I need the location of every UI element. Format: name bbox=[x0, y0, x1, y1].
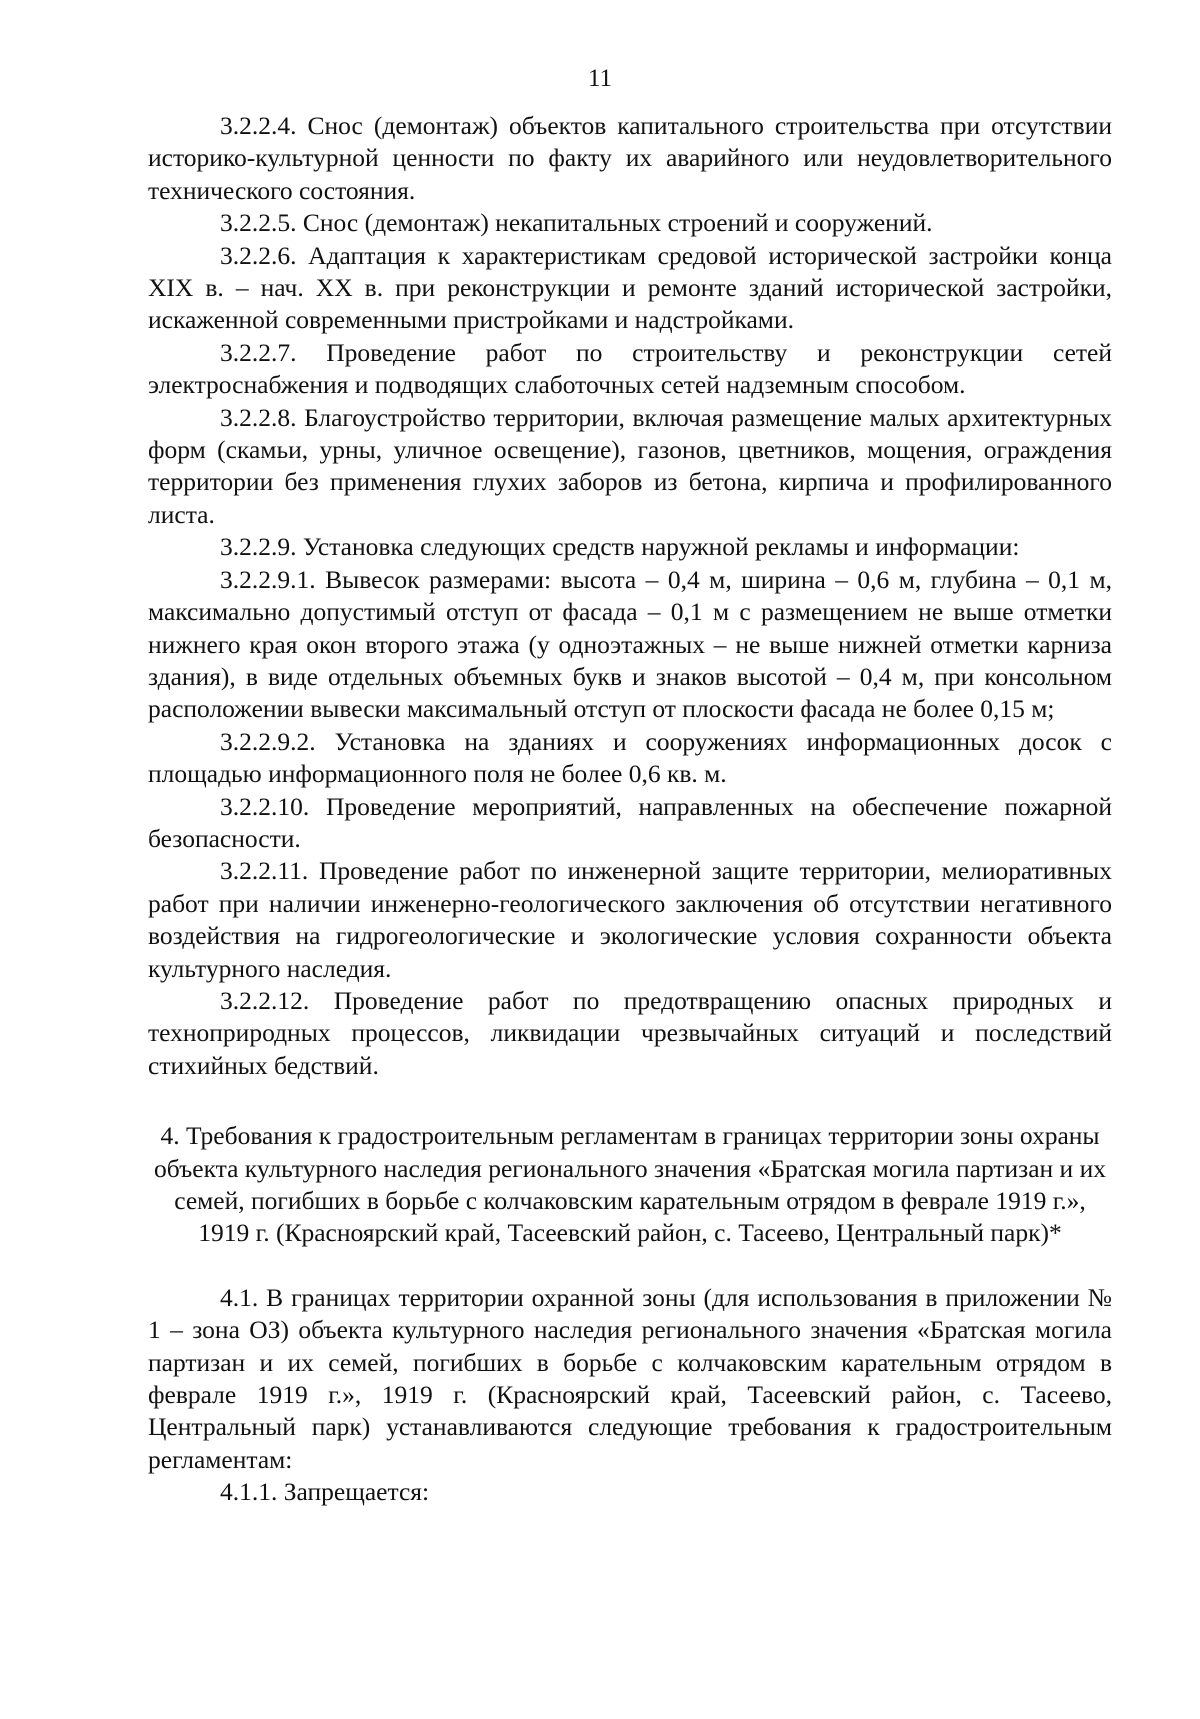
paragraph-number: 3.2.2.9.1. bbox=[220, 564, 316, 594]
paragraph-text: В границах территории охранной зоны (для использования в приложении № 1 – зона ОЗ) объекта культурного наследия регионального значения «Братская могила партизан и их семей, погибших в борьбе с колчаковским карательным отрядом в феврале 1919 г.», 1919 г. (Красноярский край, Тасеевский район, с. Тасеево, Центральный парк) устанавливаются следующие требования к градостроительным регламентам: bbox=[148, 1282, 1113, 1474]
paragraph-number: 4.1.1. bbox=[220, 1477, 278, 1507]
paragraph-3-2-2-9 bbox=[148, 531, 1112, 563]
page-number: 11 bbox=[587, 65, 613, 92]
paragraph-text: Проведение работ по строительству и реконструкции сетей электроснабжения и подводящих слаботочных сетей надземным способом. bbox=[148, 337, 1113, 400]
paragraph-number: 3.2.2.4. bbox=[220, 111, 297, 140]
paragraph-text: Вывесок размерами: высота – 0,4 м, ширина – 0,6 м, глубина – 0,1 м, максимально допустимый отступ от фасада – 0,1 м с размещением не выше отметки нижнего края окон второго этажа (у одноэтажных – не выше нижней отметки карниза здания), в виде отдельных объемных букв и знаков высотой – 0,4 м, при консольном расположении вывески максимальный отступ от плоскости фасада не более 0,15 м; bbox=[148, 564, 1113, 724]
paragraph-3-2-2-9-1 bbox=[148, 564, 1112, 726]
paragraph-3-2-2-12 bbox=[148, 985, 1112, 1082]
paragraph-text: Снос (демонтаж) объектов капитального строительства при отсутствии историко-культурной ценности по факту их аварийного или неудовлетворительного технического состояния. bbox=[148, 111, 1112, 205]
paragraph-3-2-2-11 bbox=[148, 855, 1112, 985]
paragraph-4-1-1 bbox=[148, 1476, 1112, 1508]
paragraph-3-2-2-7 bbox=[148, 337, 1112, 402]
paragraph-text: Проведение работ по инженерной защите территории, мелиоративных работ при наличии инженерно-геологического заключения об отсутствии негативного воздействия на гидрогеологические и экологические условия сохранности объекта культурного наследия. bbox=[148, 856, 1113, 983]
paragraph-3-2-2-10 bbox=[148, 791, 1112, 856]
paragraph-number: 3.2.2.5. bbox=[220, 208, 297, 238]
paragraph-3-2-2-6 bbox=[148, 240, 1112, 337]
section-heading-4: 4. Требования к градостроительным регламентам в границах территории зоны охраны объекта культурного наследия регионального значения «Братская могила партизан и их семей, погибших в борьбе с колчаковским карательным отрядом в феврале 1919 г.», 1919 г. (Красноярский край, Тасеевский район, с. Тасеево, Центральный парк)* bbox=[154, 1121, 1106, 1248]
document-body bbox=[148, 110, 1112, 1509]
paragraph-number: 4.1. bbox=[220, 1282, 259, 1312]
paragraph-text: Проведение мероприятий, направленных на обеспечение пожарной безопасности. bbox=[148, 791, 1113, 853]
paragraph-4-1 bbox=[148, 1282, 1112, 1476]
paragraph-text: Установка на зданиях и сооружениях информационных досок с площадью информационного поля не более 0,6 кв. м. bbox=[148, 726, 1113, 789]
paragraph-number: 3.2.2.8. bbox=[220, 402, 297, 432]
paragraph-3-2-2-9-2 bbox=[148, 726, 1112, 791]
spacer bbox=[148, 1250, 1112, 1282]
paragraph-text: Адаптация к характеристикам средовой исторической застройки конца XIX в. – нач. XX в. при реконструкции и ремонте зданий исторической застройки, искаженной современными пристройками и надстройками. bbox=[148, 240, 1112, 335]
paragraph-number: 3.2.2.10. bbox=[220, 791, 310, 821]
paragraph-text: Установка следующих средств наружной рекламы и информации: bbox=[302, 532, 1020, 562]
paragraph-number: 3.2.2.11. bbox=[220, 856, 309, 886]
paragraph-number: 3.2.2.9. bbox=[220, 532, 297, 562]
paragraph-text: Благоустройство территории, включая размещение малых архитектурных форм (скамьи, урны, уличное освещение), газонов, цветников, мощения, ограждения территории без применения глухих заборов из бетона, кирпича и профилированного листа. bbox=[148, 402, 1112, 529]
paragraph-number: 3.2.2.9.2. bbox=[220, 726, 316, 756]
paragraph-number: 3.2.2.7. bbox=[220, 337, 297, 367]
paragraph-number: 3.2.2.12. bbox=[220, 985, 310, 1015]
paragraph-3-2-2-8 bbox=[148, 402, 1112, 532]
paragraph-3-2-2-5 bbox=[148, 207, 1112, 239]
paragraph-text: Запрещается: bbox=[283, 1477, 430, 1507]
paragraph-text: Проведение работ по предотвращению опасных природных и техноприродных процессов, ликвидации чрезвычайных ситуаций и последствий стихийных бедствий. bbox=[148, 985, 1113, 1080]
paragraph-number: 3.2.2.6. bbox=[220, 240, 297, 270]
paragraph-3-2-2-4 bbox=[148, 110, 1112, 207]
paragraph-text: Снос (демонтаж) некапитальных строений и сооружений. bbox=[302, 208, 933, 238]
